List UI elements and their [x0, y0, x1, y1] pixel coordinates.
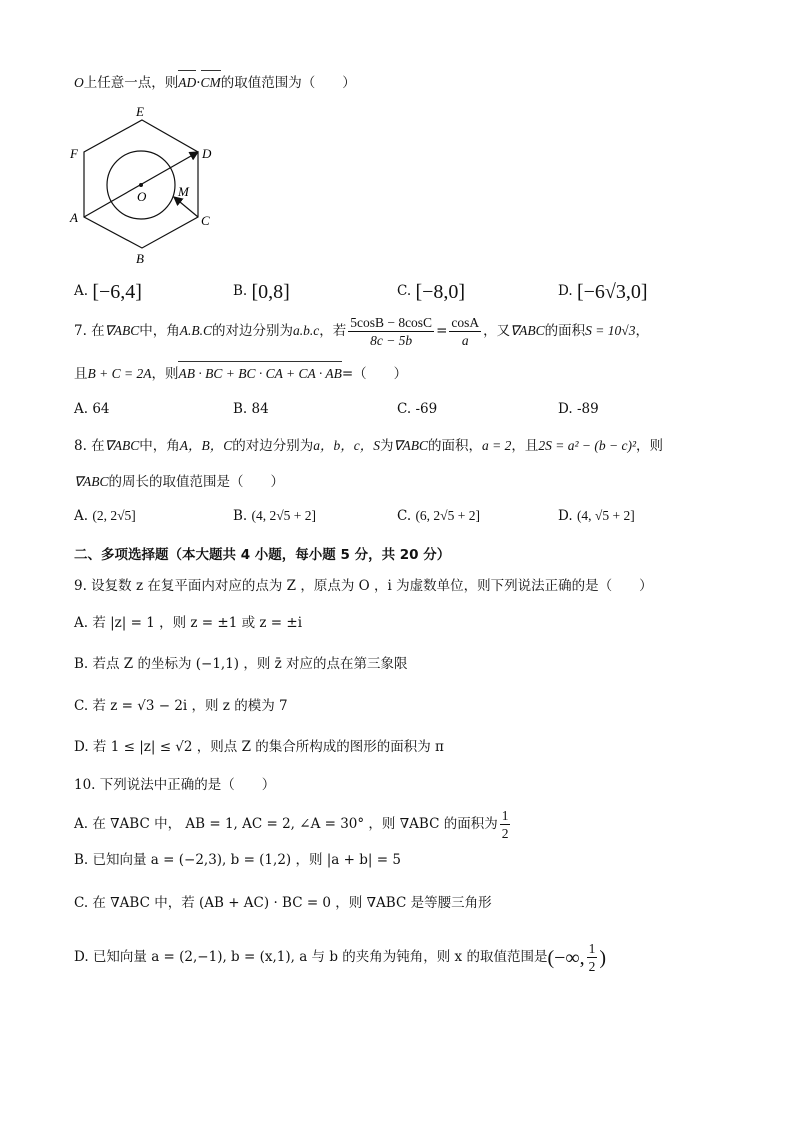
q8-t4: 的面积，: [427, 438, 482, 454]
q7-l2a: 且: [74, 366, 88, 382]
q8-num: 8. 在: [74, 438, 105, 454]
frac-den: 8c − 5b: [370, 333, 413, 348]
segment-cm: [174, 197, 198, 217]
choice-value: (6, 2√5 + 2]: [415, 508, 480, 523]
q7-line2: [74, 364, 407, 384]
q7-t1: 中，角: [139, 323, 180, 339]
choice-value: [−8,0]: [415, 281, 466, 303]
q10-d-interval-left: (−∞,: [547, 947, 585, 969]
q8-t3: 为: [379, 438, 394, 454]
q7-area: S = 10√3: [585, 323, 636, 338]
choice-value: [−6√3,0]: [576, 281, 648, 303]
choice-letter: A.: [74, 283, 89, 299]
q8-tri-2: ∇ABC: [393, 438, 428, 453]
q7-frac2: [449, 314, 481, 349]
choice-letter: D.: [558, 283, 573, 299]
choice-value: (4, √5 + 2]: [576, 508, 635, 523]
q8-cond: 2S = a² − (b − c)²: [538, 438, 637, 453]
label-E: E: [136, 104, 144, 119]
q7-t3: ，若: [319, 323, 347, 339]
q8-tri-3: ∇ABC: [74, 474, 109, 489]
q7-expr: AB · BC + BC · CA + CA · AB: [178, 364, 341, 384]
q9-stem: 9. 设复数 z 在复平面内对应的点为 Z ，原点为 O ，i 为虚数单位，则下列说法正确的是（ ）: [74, 578, 653, 594]
label-D: D: [202, 146, 212, 161]
choice-value: -69: [415, 401, 438, 417]
q6-choice-a[interactable]: [74, 281, 142, 304]
q7-choice-d[interactable]: [558, 401, 599, 417]
q8-t1: 中，角: [139, 438, 180, 454]
choice-value: 84: [251, 401, 269, 417]
q8-choice-d[interactable]: [558, 508, 635, 524]
choice-value: [−6,4]: [92, 281, 142, 303]
q6-choice-d[interactable]: [558, 281, 648, 304]
section-heading-multiple-choice: 二、多项选择题（本大题共 4 小题，每小题 5 分，共 20 分）: [74, 547, 451, 563]
q8-sides: a，b，c，S: [313, 438, 380, 453]
q10-option-b[interactable]: B. 已知向量 a = (−2,3), b = (1,2) ，则 |a + b| = 5: [74, 852, 401, 868]
choice-letter: B.: [233, 508, 248, 524]
frac-num: 5cosB − 8cosC: [350, 315, 433, 330]
q10-option-a[interactable]: [74, 806, 512, 842]
q7-t4: ，又: [483, 323, 511, 339]
q10-a-frac: [500, 807, 511, 842]
frac-den: a: [461, 333, 469, 348]
q6-tail-line: O上任意一点，则AD·CM的取值范围为（ ）: [74, 75, 356, 91]
choice-letter: C.: [397, 283, 412, 299]
label-F: F: [70, 146, 78, 161]
q7-num: 7. 在: [74, 323, 105, 339]
q8-a: a = 2: [481, 438, 512, 453]
q8-t6: ，则: [636, 438, 664, 454]
q10-a-text: A. 在 ∇ABC 中， AB = 1, AC = 2, ∠A = 30° ，则 ∇ABC 的面积为: [74, 816, 498, 832]
q8-choice-a[interactable]: [74, 508, 136, 524]
q9-option-b[interactable]: B. 若点 Z 的坐标为 (−1,1) ，则 z̄ 对应的点在第三象限: [74, 656, 408, 672]
q6-choice-b[interactable]: [233, 281, 290, 304]
q8-l2: 的周长的取值范围是（ ）: [108, 474, 285, 490]
q6-prefix: O: [74, 75, 84, 90]
q9-option-a[interactable]: A. 若 |z| = 1 ，则 z = ±1 或 z = ±i: [74, 615, 303, 631]
choice-letter: B.: [233, 401, 248, 417]
q7-eq: =: [436, 323, 448, 339]
q7-choice-b[interactable]: [233, 401, 269, 417]
q7-cond: B + C = 2A: [87, 366, 152, 381]
q10-option-c[interactable]: C. 在 ∇ABC 中，若 (AB + AC) · BC = 0 ，则 ∇ABC 是等腰三角形: [74, 895, 492, 911]
choice-value: -89: [576, 401, 599, 417]
q7-frac1: [348, 314, 434, 349]
q7-choice-a[interactable]: [74, 401, 110, 417]
choice-value: (2, 2√5]: [92, 508, 136, 523]
frac-num: cosA: [451, 315, 480, 330]
q9-option-d[interactable]: D. 若 1 ≤ |z| ≤ √2 ，则点 Z 的集合所构成的图形的面积为 π: [74, 739, 444, 755]
choice-value: [0,8]: [251, 281, 290, 303]
q7-angles: A.B.C: [179, 323, 212, 338]
choice-letter: C.: [397, 401, 412, 417]
label-C: C: [201, 213, 210, 228]
hexagon-figure: [62, 100, 242, 270]
q8-choice-b[interactable]: [233, 508, 316, 524]
choice-letter: B.: [233, 283, 248, 299]
q10-d-interval-right: ): [599, 947, 607, 969]
q9-option-c[interactable]: C. 若 z = √3 − 2i ，则 z 的模为 7: [74, 698, 288, 714]
q8-choice-c[interactable]: [397, 508, 480, 524]
label-A: A: [70, 210, 78, 225]
q8-tri: ∇ABC: [104, 438, 140, 453]
q8-line2: [74, 472, 284, 492]
q7-l2c: =（ ）: [341, 366, 408, 382]
frac-num: 1: [501, 808, 509, 823]
label-M: M: [178, 184, 189, 199]
frac-den: 2: [588, 959, 596, 974]
q10-d-text: D. 已知向量 a = (2,−1), b = (x,1), a 与 b 的夹角为钝角，则 x 的取值范围是: [74, 949, 548, 965]
q10-option-d[interactable]: [74, 937, 606, 978]
choice-value: 64: [92, 401, 110, 417]
label-B: B: [136, 251, 144, 266]
choice-letter: C.: [397, 508, 412, 524]
q8-line1: [74, 436, 663, 456]
choice-letter: D.: [558, 508, 573, 524]
frac-num: 1: [588, 941, 596, 956]
q7-tri-2: ∇ABC: [510, 323, 545, 338]
frac-den: 2: [501, 826, 509, 841]
q7-choice-c[interactable]: [397, 401, 437, 417]
q6-vec-cm: CM: [201, 73, 221, 93]
q7-line1: 7. 在∇ABC中，角A.B.C的对边分别为a.b.c，若 $\frac{5\cos B - 8\cos C}{8c - 5b}$ = $\frac{\cos A}{a}$ ，又∇ABC的面积S = 10√3，: [74, 315, 649, 348]
choice-letter: A.: [74, 508, 89, 524]
q10-d-frac: [587, 940, 598, 975]
choice-letter: D.: [558, 401, 573, 417]
q7-tri: ∇ABC: [104, 323, 140, 338]
q6-vec-ad: AD: [178, 73, 196, 93]
q7-t5: 的面积: [544, 323, 586, 339]
center-point: [139, 183, 143, 187]
q8-t2: 的对边分别为: [232, 438, 314, 454]
choice-letter: A.: [74, 401, 89, 417]
q7-t2: 的对边分别为: [211, 323, 293, 339]
q7-sides: a.b.c: [292, 323, 320, 338]
q6-text-before: 上任意一点，则: [83, 75, 179, 91]
choice-value: (4, 2√5 + 2]: [251, 508, 317, 523]
q8-t5: ，且: [511, 438, 539, 454]
q7-l2b: ，则: [151, 366, 179, 382]
q6-text-after: 的取值范围为（ ）: [220, 75, 356, 91]
q6-choice-c[interactable]: [397, 281, 465, 304]
label-O: O: [137, 189, 147, 204]
q8-angles: A，B，C: [179, 438, 233, 453]
q10-stem: 10. 下列说法中正确的是（ ）: [74, 777, 276, 793]
